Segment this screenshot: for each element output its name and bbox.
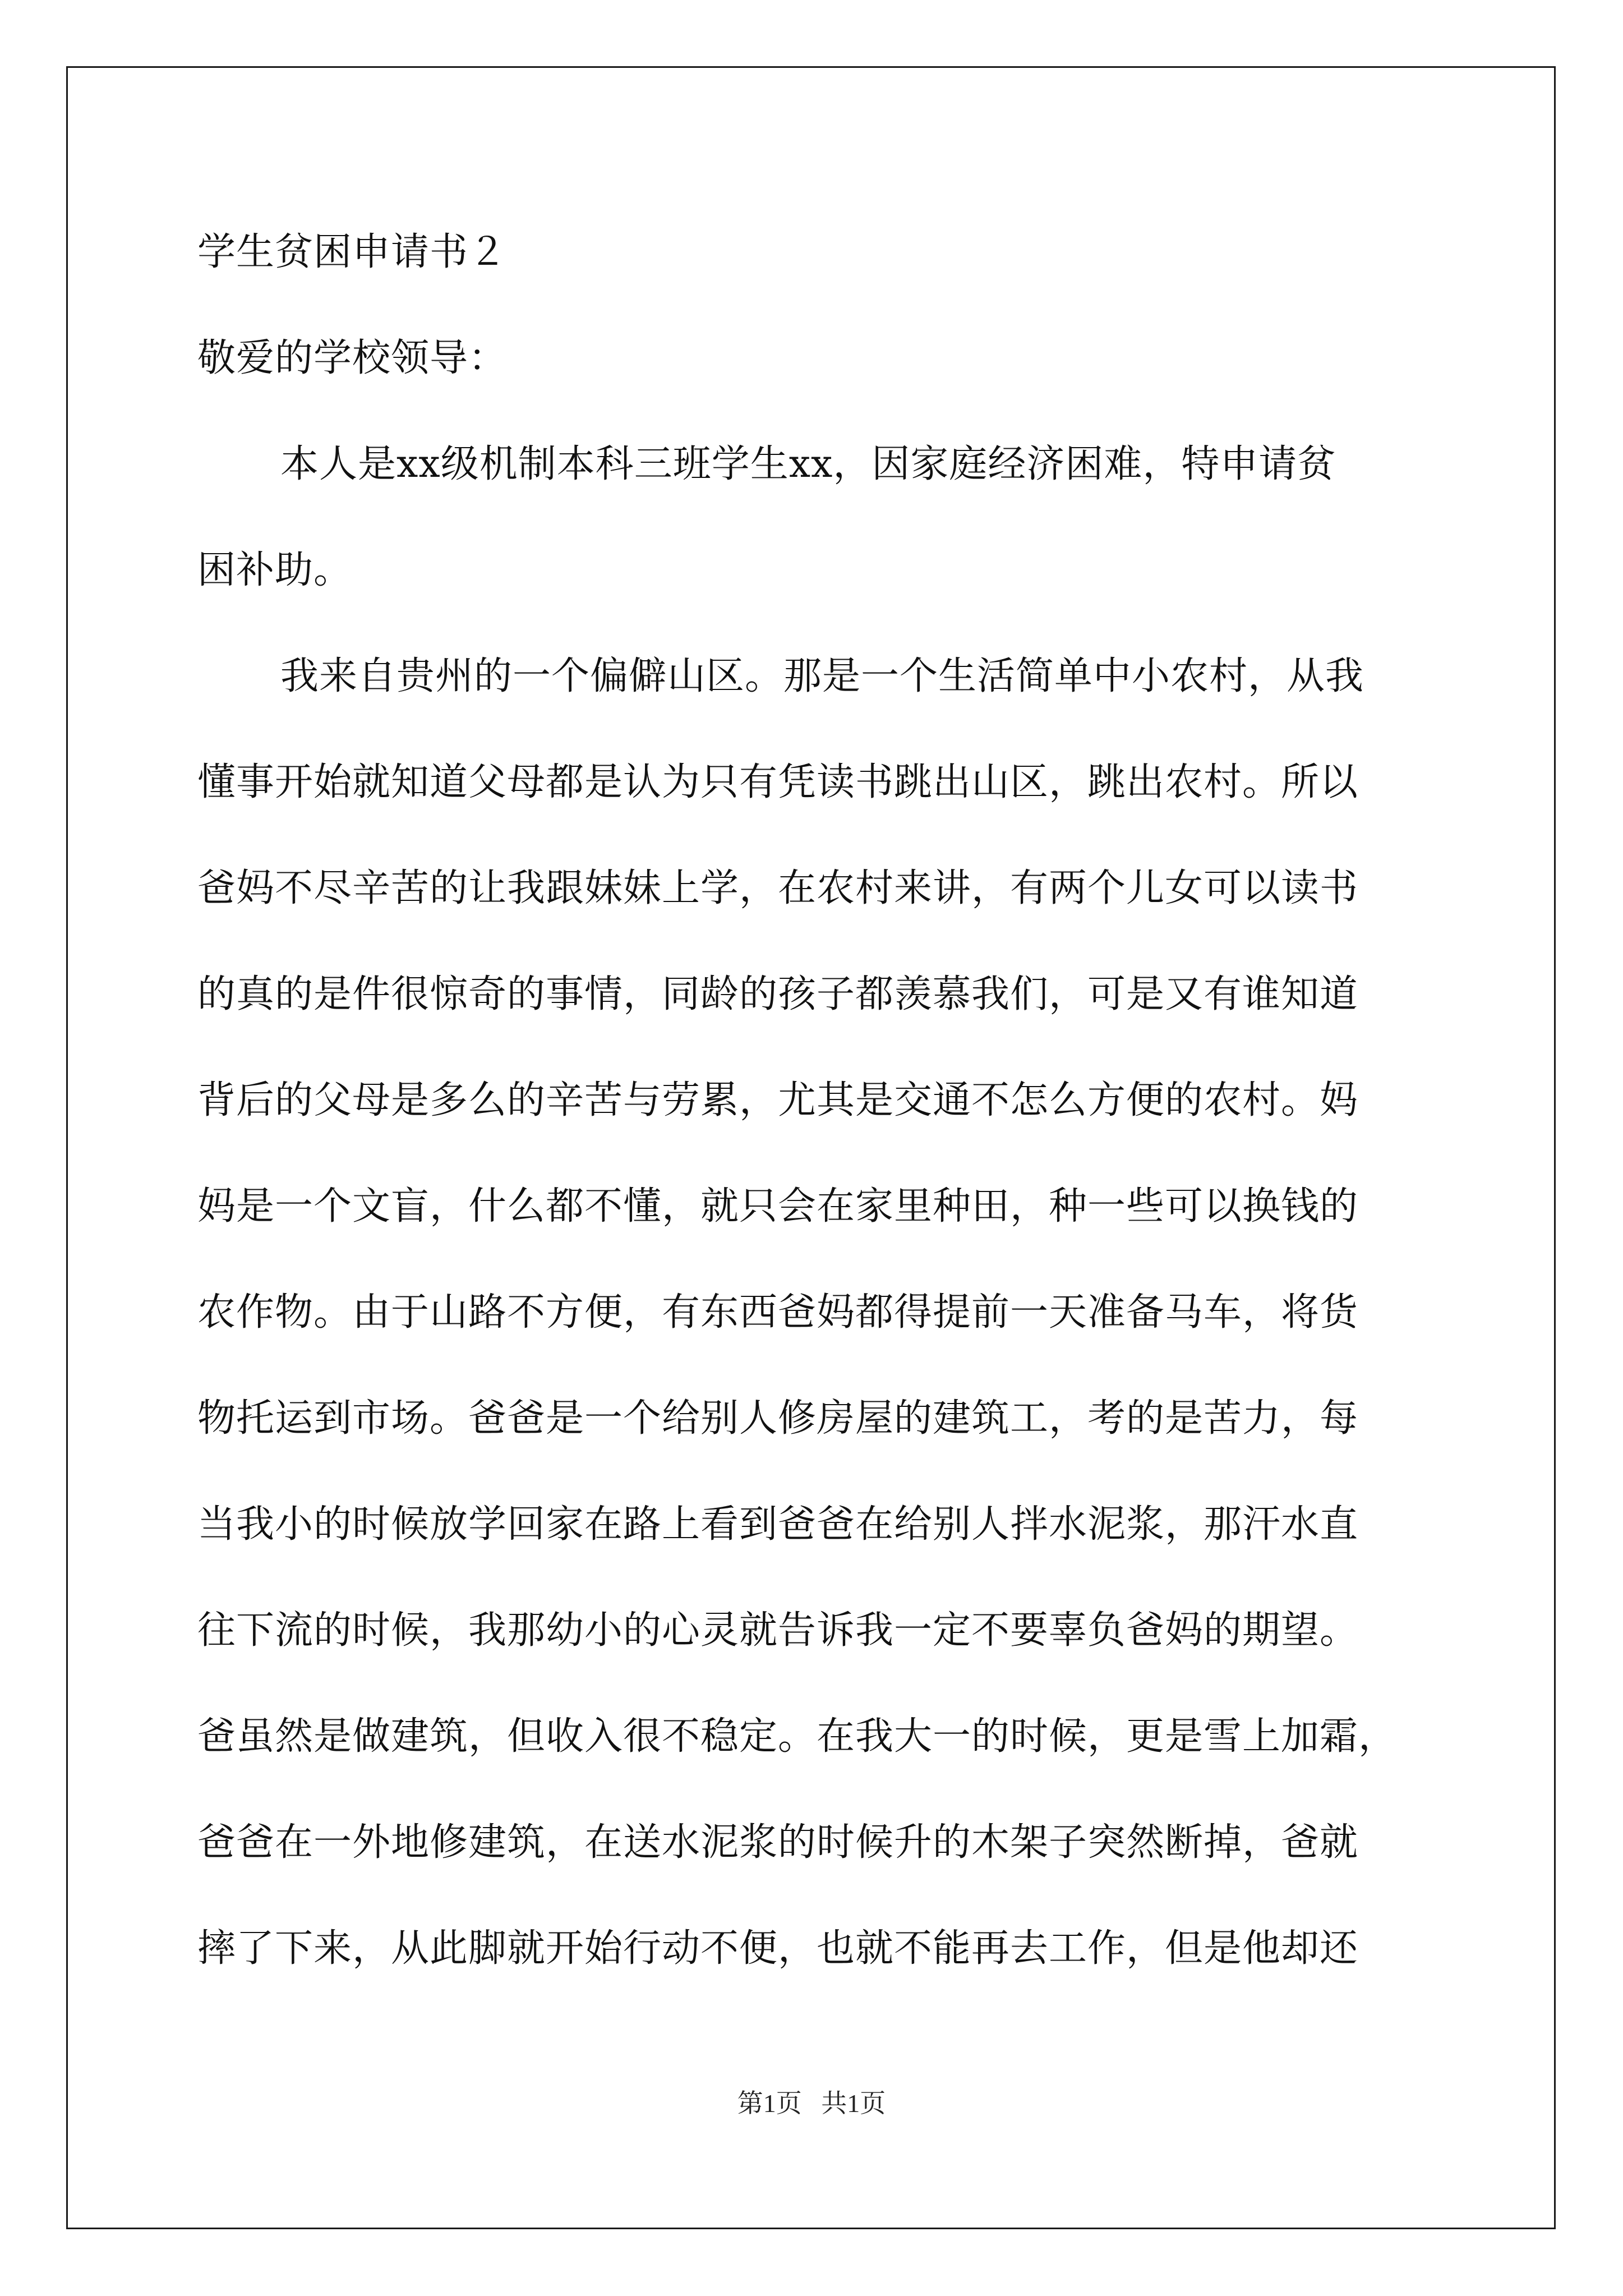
paragraph-line: 物托运到市场。爸爸是一个给别人修房屋的建筑工，考的是苦力，每 — [197, 1396, 1359, 1441]
paragraph-line: 本人是xx级机制本科三班学生xx，因家庭经济困难，特申请贫 — [280, 442, 1336, 486]
salutation: 敬爱的学校领导： — [197, 336, 508, 380]
paragraph-line: 爸虽然是做建筑，但收入很不稳定。在我大一的时候，更是雪上加霜， — [197, 1714, 1398, 1759]
paragraph-line: 当我小的时候放学回家在路上看到爸爸在给别人拌水泥浆，那汗水直 — [197, 1502, 1359, 1547]
paragraph-line: 农作物。由于山路不方便，有东西爸妈都得提前一天准备马车，将货 — [197, 1290, 1359, 1335]
paragraph-line: 往下流的时候，我那幼小的心灵就告诉我一定不要辜负爸妈的期望。 — [197, 1608, 1359, 1653]
paragraph-line: 的真的是件很惊奇的事情，同龄的孩子都羡慕我们，可是又有谁知道 — [197, 972, 1359, 1016]
paragraph-line: 爸妈不尽辛苦的让我跟妹妹上学，在农村来讲，有两个儿女可以读书 — [197, 866, 1359, 910]
paragraph-line: 摔了下来，从此脚就开始行动不便，也就不能再去工作，但是他却还 — [197, 1926, 1359, 1971]
paragraph-line: 懂事开始就知道父母都是认为只有凭读书跳出山区，跳出农村。所以 — [197, 760, 1359, 804]
paragraph-line: 爸爸在一外地修建筑，在送水泥浆的时候升的木架子突然断掉，爸就 — [197, 1820, 1359, 1865]
document-title: 学生贫困申请书２ — [197, 230, 508, 274]
paragraph-line: 困补助。 — [197, 548, 353, 592]
paragraph-line: 背后的父母是多么的辛苦与劳累，尤其是交通不怎么方便的农村。妈 — [197, 1078, 1359, 1122]
page-border — [66, 66, 1556, 2229]
paragraph-line: 妈是一个文盲，什么都不懂，就只会在家里种田，种一些可以换钱的 — [197, 1184, 1359, 1228]
paragraph-line: 我来自贵州的一个偏僻山区。那是一个生活简单中小农村，从我 — [280, 654, 1364, 698]
page-number-footer: 第1页 共1页 — [737, 2089, 886, 2118]
